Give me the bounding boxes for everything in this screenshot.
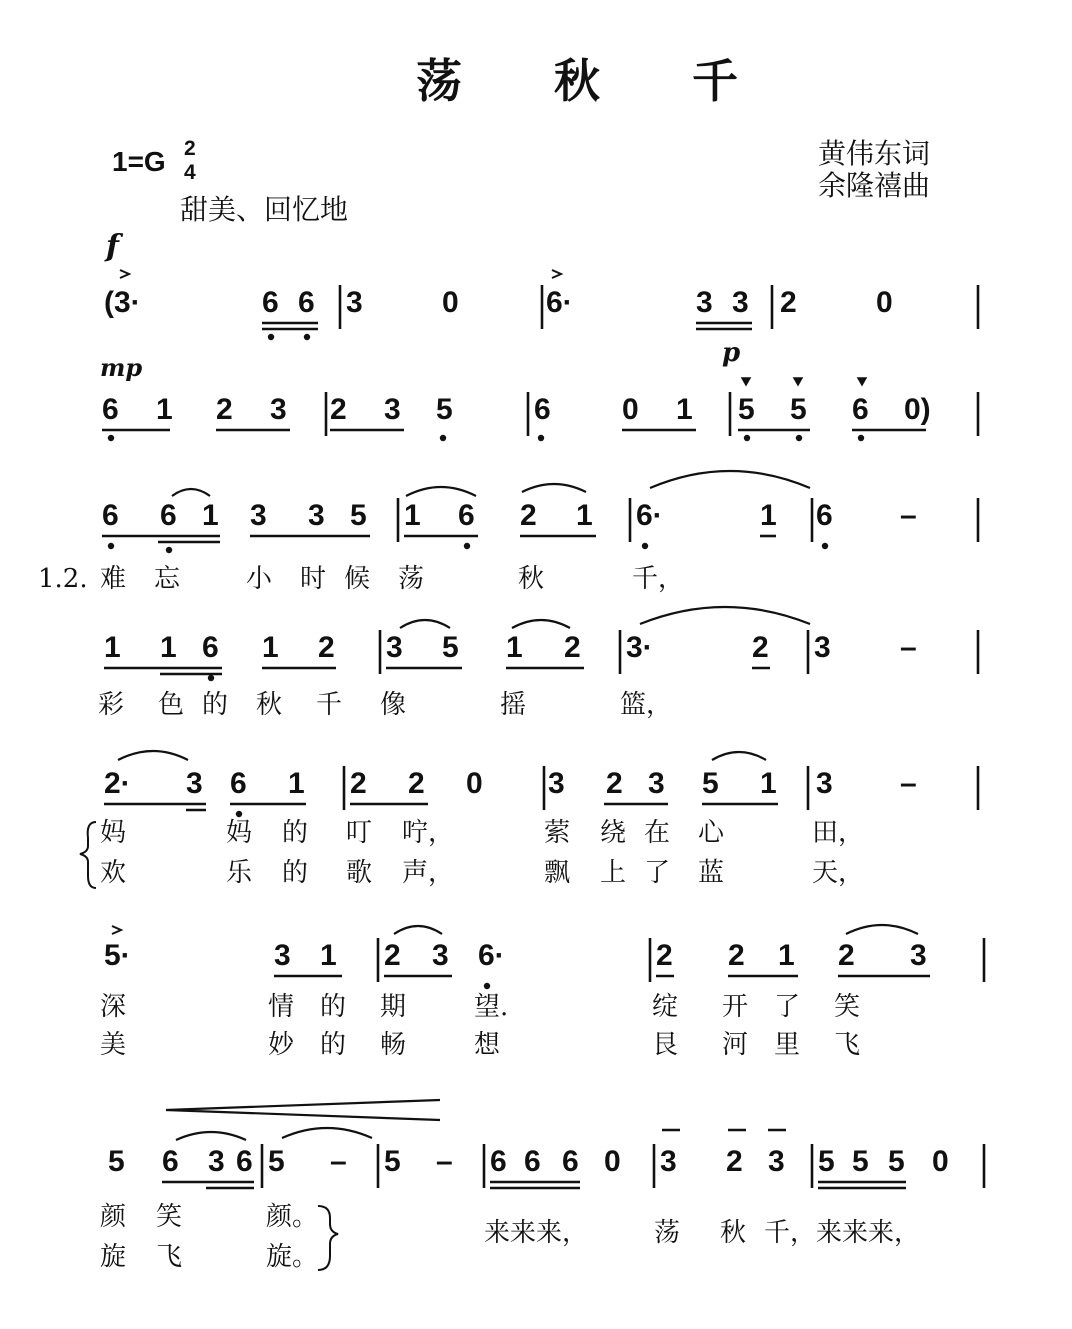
note: 2 [216, 393, 233, 426]
note: 5 [888, 1145, 905, 1178]
note: – [436, 1145, 453, 1178]
note: 6· [478, 939, 505, 972]
lyric-syllable: 蓝 [698, 858, 725, 888]
lyric-syllable: 欢 [100, 858, 127, 888]
note: 0 [622, 393, 639, 426]
note: 1 [676, 393, 693, 426]
slur [118, 751, 188, 760]
note: 0) [904, 393, 931, 426]
lyric-syllable: 的 [320, 992, 347, 1022]
lyric-syllable: 忘 [154, 564, 181, 594]
note: 5 [108, 1145, 125, 1178]
note: 3 [768, 1145, 785, 1178]
accent-mark [120, 270, 129, 278]
dynamic-piano: p [722, 338, 741, 368]
staccato-wedge [742, 378, 750, 385]
lyric-syllable: 的 [320, 1030, 347, 1060]
note: 5 [350, 499, 367, 532]
note: 6 [490, 1145, 507, 1178]
chorus-brace [318, 1206, 338, 1270]
note: 2· [104, 767, 131, 800]
note: 1 [262, 631, 279, 664]
slur [512, 620, 570, 628]
lyric-syllable: 绕 [600, 818, 627, 848]
note: 3 [274, 939, 291, 972]
note: 0 [442, 286, 459, 319]
note: 2 [330, 393, 347, 426]
lyric-syllable: 荡 [398, 564, 425, 594]
note: 3 [814, 631, 831, 664]
lyric-syllable: 笑 [834, 992, 861, 1022]
note: 2 [384, 939, 401, 972]
note: 0 [604, 1145, 621, 1178]
lyric-syllable: 彩 [98, 690, 125, 720]
note: 1 [320, 939, 337, 972]
lyric-syllable: 河 [722, 1030, 749, 1060]
lyric-syllable: 小 [246, 564, 273, 594]
note: 3 [384, 393, 401, 426]
key-signature: 1=G [112, 146, 166, 177]
note: 5 [738, 393, 755, 426]
lyric-syllable: 飞 [834, 1030, 861, 1060]
lyric-syllable: 深 [100, 992, 127, 1022]
note: 3 [696, 286, 713, 319]
octave-dot [208, 675, 214, 681]
note: 3 [648, 767, 665, 800]
lyric-syllable: 像 [380, 690, 407, 720]
note: 1 [288, 767, 305, 800]
note: 6 [298, 286, 315, 319]
octave-dot [484, 983, 490, 989]
slur [406, 487, 476, 496]
lyric-syllable: 妈 [100, 818, 127, 848]
lyric-syllable: 篮， [620, 690, 673, 720]
note: 5 [268, 1145, 285, 1178]
note: 1 [104, 631, 121, 664]
lyric-syllable: 声， [402, 858, 455, 888]
lyric-syllable: 在 [644, 818, 671, 848]
slur [176, 1132, 246, 1140]
note: 3 [910, 939, 927, 972]
slur [712, 752, 766, 760]
lyric-syllable: 了 [644, 858, 671, 888]
hairpin-crescendo [166, 1100, 440, 1120]
note: 2 [408, 767, 425, 800]
lyric-syllable: 叮 [346, 818, 373, 848]
octave-dot [108, 543, 114, 549]
note: 6 [160, 499, 177, 532]
time-signature-denominator: 4 [184, 161, 196, 184]
note: 2 [564, 631, 581, 664]
note: (3· [104, 286, 141, 319]
lyric-syllable: 期 [380, 992, 407, 1022]
note: 3 [270, 393, 287, 426]
octave-dot [744, 435, 750, 441]
octave-dot [538, 435, 544, 441]
note: 6 [458, 499, 475, 532]
octave-dot [796, 435, 802, 441]
note: 2 [350, 767, 367, 800]
lyric-syllable: 开 [722, 992, 749, 1022]
lyric-syllable: 时 [300, 564, 327, 594]
note: 6 [236, 1145, 253, 1178]
lyric-syllable: 的 [282, 858, 309, 888]
note: 3 [660, 1145, 677, 1178]
lyric-syllable: 旋 [100, 1242, 127, 1272]
note: 1 [760, 499, 777, 532]
note: 3 [732, 286, 749, 319]
note: 6· [546, 286, 573, 319]
lyric-syllable: 的 [202, 690, 229, 720]
lyric-syllable: 秋 [518, 564, 545, 594]
note: 6· [636, 499, 663, 532]
note: 1 [506, 631, 523, 664]
lyric-syllable: 笑 [156, 1202, 183, 1232]
lyric-syllable: 的 [282, 818, 309, 848]
staccato-wedge [858, 378, 866, 385]
note: 5 [852, 1145, 869, 1178]
song-title: 荡 秋 千 [416, 54, 777, 108]
note: 6 [562, 1145, 579, 1178]
lyric-syllable: 天， [812, 858, 865, 888]
note: 3 [186, 767, 203, 800]
note: 2 [838, 939, 855, 972]
lyric-syllable: 绽 [652, 992, 679, 1022]
note: 5 [790, 393, 807, 426]
note: 6 [102, 393, 119, 426]
tempo-marking: 甜美、回忆地 [180, 193, 349, 226]
note: 5 [384, 1145, 401, 1178]
note: 6 [162, 1145, 179, 1178]
lyric-syllable: 千， [632, 564, 685, 594]
note: 2 [520, 499, 537, 532]
slur [846, 925, 918, 934]
lyric-syllable: 想 [474, 1030, 501, 1060]
note: – [900, 499, 917, 532]
lyric-syllable: 候 [344, 564, 371, 594]
note: 3 [346, 286, 363, 319]
lyric-syllable: 里 [774, 1030, 801, 1060]
lyric-syllable: 妈 [226, 818, 253, 848]
note: – [900, 767, 917, 800]
slur [282, 1128, 372, 1138]
lyric-syllable: 秋 [256, 690, 283, 720]
note: 1 [202, 499, 219, 532]
lyric-syllable: 望. [474, 992, 509, 1022]
lyric-syllable: 飘 [544, 858, 571, 888]
octave-dot [464, 543, 470, 549]
lyric-syllable: 摇 [500, 690, 527, 720]
lyric-syllable: 旋。 [266, 1242, 319, 1272]
octave-dot [642, 543, 648, 549]
note: 2 [728, 939, 745, 972]
note: 6 [102, 499, 119, 532]
note: 1 [778, 939, 795, 972]
note: 1 [156, 393, 173, 426]
note: 1 [576, 499, 593, 532]
octave-dot [304, 334, 310, 340]
octave-dot [440, 435, 446, 441]
lyric-syllable: 田， [812, 818, 865, 848]
lyric-syllable: 千 [316, 690, 343, 720]
note: 2 [780, 286, 797, 319]
note: 1 [760, 767, 777, 800]
slur [650, 471, 810, 488]
note: 2 [656, 939, 673, 972]
verse-label: 1.2. [38, 564, 88, 594]
note: 5 [442, 631, 459, 664]
note: 3 [308, 499, 325, 532]
octave-dot [858, 435, 864, 441]
note: 3 [208, 1145, 225, 1178]
note: 3 [816, 767, 833, 800]
lyric-syllable: 了 [774, 992, 801, 1022]
lyric-syllable: 心 [698, 818, 725, 848]
lyric-syllable: 艮 [652, 1030, 679, 1060]
note: 6 [816, 499, 833, 532]
note: 6 [202, 631, 219, 664]
lyric-syllable: 千，来来来， [764, 1218, 921, 1248]
octave-dot [822, 543, 828, 549]
slur [394, 926, 442, 934]
note: 6 [262, 286, 279, 319]
verse-brace [80, 822, 96, 888]
lyric-syllable: 荡 [654, 1218, 681, 1248]
slur [172, 489, 210, 496]
note: 1 [160, 631, 177, 664]
composer-credit: 余隆禧曲 [818, 169, 931, 202]
octave-dot [166, 547, 172, 553]
slur [400, 620, 450, 628]
lyric-syllable: 美 [100, 1030, 127, 1060]
accent-mark [112, 926, 121, 934]
note: 3· [626, 631, 653, 664]
lyric-syllable: 歌 [346, 858, 373, 888]
note: 2 [752, 631, 769, 664]
staccato-wedge [794, 378, 802, 385]
lyricist-credit: 黄伟东词 [818, 137, 931, 170]
note: 5· [104, 939, 131, 972]
note: – [900, 631, 917, 664]
note: 6 [230, 767, 247, 800]
note: 3 [386, 631, 403, 664]
lyric-syllable: 颜。 [266, 1202, 319, 1232]
note: 3 [432, 939, 449, 972]
lyric-syllable: 萦 [544, 818, 571, 848]
note: 3 [548, 767, 565, 800]
accent-mark [552, 270, 561, 278]
dynamic-forte: f [106, 229, 119, 264]
note: 0 [932, 1145, 949, 1178]
note: 1 [404, 499, 421, 532]
note: 0 [466, 767, 483, 800]
note: 6 [534, 393, 551, 426]
note: 5 [702, 767, 719, 800]
lyric-syllable: 来来来， [484, 1218, 589, 1248]
note: 0 [876, 286, 893, 319]
note: 6 [524, 1145, 541, 1178]
time-signature-numerator: 2 [184, 137, 196, 160]
note: 2 [318, 631, 335, 664]
lyric-syllable: 上 [600, 858, 627, 888]
lyric-syllable: 秋 [720, 1218, 747, 1248]
note: 2 [606, 767, 623, 800]
lyric-syllable: 难 [100, 564, 127, 594]
note: 5 [436, 393, 453, 426]
lyric-syllable: 飞 [156, 1242, 183, 1272]
lyric-syllable: 颜 [100, 1202, 127, 1232]
octave-dot [236, 811, 242, 817]
lyric-syllable: 咛， [402, 818, 455, 848]
note: – [330, 1145, 347, 1178]
octave-dot [268, 334, 274, 340]
octave-dot [108, 435, 114, 441]
lyric-syllable: 情 [268, 992, 295, 1022]
dynamic-mezzo-piano: mp [100, 353, 143, 382]
lyric-syllable: 色 [158, 690, 185, 720]
slur [640, 607, 810, 624]
lyric-syllable: 妙 [268, 1030, 295, 1060]
slur [522, 484, 586, 492]
note: 6 [852, 393, 869, 426]
note: 2 [726, 1145, 743, 1178]
lyric-syllable: 乐 [226, 858, 253, 888]
note: 5 [818, 1145, 835, 1178]
note: 3 [250, 499, 267, 532]
lyric-syllable: 畅 [380, 1030, 407, 1060]
